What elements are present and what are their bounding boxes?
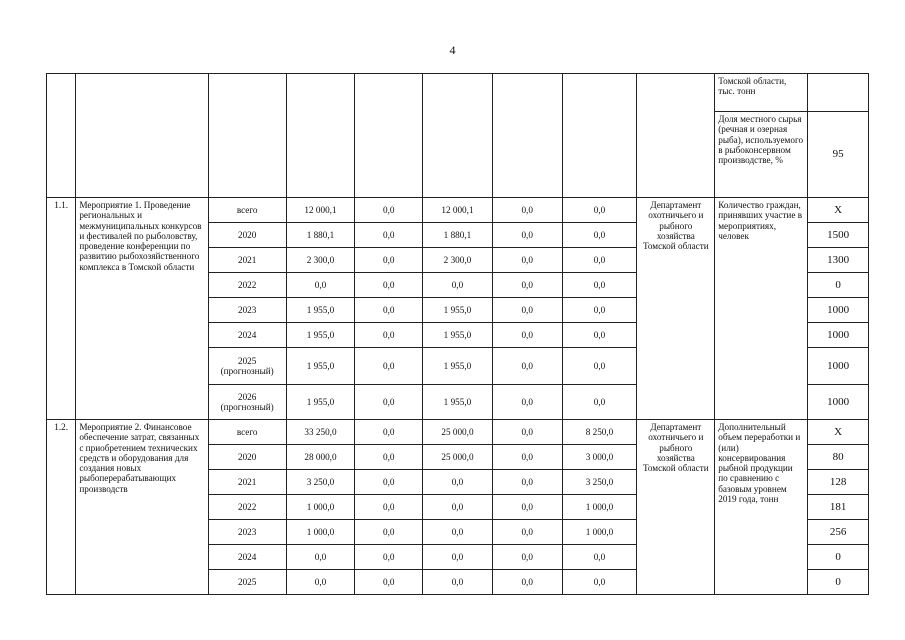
extrabudget-funding-cell: 0,0 — [562, 298, 637, 323]
indicator-value-cell: 0 — [808, 545, 869, 570]
cont-ext-cell — [562, 74, 637, 198]
total-funding-cell: 28 000,0 — [286, 445, 355, 470]
total-funding-cell: 1 880,1 — [286, 223, 355, 248]
total-funding-cell: 1 955,0 — [286, 323, 355, 348]
indicator-value-cell: 0 — [808, 273, 869, 298]
year-cell: 2024 — [208, 545, 286, 570]
program-table — [46, 73, 869, 595]
indicator-value-cell: Х — [808, 420, 869, 445]
year-cell: 2020 — [208, 223, 286, 248]
cont-name-cell — [76, 74, 208, 198]
extrabudget-funding-cell: 3 000,0 — [562, 445, 637, 470]
total-funding-cell: 0,0 — [286, 273, 355, 298]
total-funding-cell: 12 000,1 — [286, 198, 355, 223]
federal-funding-cell: 0,0 — [355, 348, 423, 385]
cont-executor-cell — [637, 74, 715, 198]
total-funding-cell: 1 955,0 — [286, 348, 355, 385]
year-cell: 2021 — [208, 470, 286, 495]
local-funding-cell: 0,0 — [492, 570, 562, 595]
year-cell: 2022 — [208, 273, 286, 298]
total-funding-cell: 3 250,0 — [286, 470, 355, 495]
indicator-value-cell: 0 — [808, 570, 869, 595]
indicator-value-cell: 1500 — [808, 223, 869, 248]
indicator-value-cell: 181 — [808, 495, 869, 520]
extrabudget-funding-cell: 3 250,0 — [562, 470, 637, 495]
local-funding-cell: 0,0 — [492, 198, 562, 223]
indicator-value-cell: 80 — [808, 445, 869, 470]
year-cell: 2023 — [208, 520, 286, 545]
year-cell: всего — [208, 420, 286, 445]
extrabudget-funding-cell: 0,0 — [562, 545, 637, 570]
indicator-value-cell: 1000 — [808, 323, 869, 348]
year-cell: 2024 — [208, 323, 286, 348]
section-number: 1.2. — [47, 420, 76, 595]
cont-num-cell — [47, 74, 76, 198]
extrabudget-funding-cell: 0,0 — [562, 248, 637, 273]
year-cell: всего — [208, 198, 286, 223]
local-funding-cell: 0,0 — [492, 223, 562, 248]
regional-funding-cell: 12 000,1 — [423, 198, 493, 223]
total-funding-cell: 0,0 — [286, 570, 355, 595]
table-row — [47, 198, 869, 223]
local-funding-cell: 0,0 — [492, 545, 562, 570]
indicator-value-cell: 256 — [808, 520, 869, 545]
regional-funding-cell: 25 000,0 — [423, 420, 493, 445]
section-number: 1.1. — [47, 198, 76, 420]
local-funding-cell: 0,0 — [492, 348, 562, 385]
local-funding-cell: 0,0 — [492, 273, 562, 298]
regional-funding-cell: 1 880,1 — [423, 223, 493, 248]
federal-funding-cell: 0,0 — [355, 198, 423, 223]
total-funding-cell: 1 955,0 — [286, 385, 355, 420]
indicator-name-cell: Количество граждан, принявших участие в мероприятиях, человек — [715, 198, 808, 420]
federal-funding-cell: 0,0 — [355, 223, 423, 248]
total-funding-cell: 0,0 — [286, 545, 355, 570]
federal-funding-cell: 0,0 — [355, 520, 423, 545]
extrabudget-funding-cell: 0,0 — [562, 198, 637, 223]
cont-value-cell — [808, 74, 869, 112]
extrabudget-funding-cell: 0,0 — [562, 348, 637, 385]
federal-funding-cell: 0,0 — [355, 385, 423, 420]
federal-funding-cell: 0,0 — [355, 298, 423, 323]
year-cell: 2022 — [208, 495, 286, 520]
local-funding-cell: 0,0 — [492, 520, 562, 545]
regional-funding-cell: 0,0 — [423, 495, 493, 520]
table-row — [47, 420, 869, 445]
year-cell: 2025 (прогнозный) — [208, 348, 286, 385]
regional-funding-cell: 1 955,0 — [423, 323, 493, 348]
cont-reg-cell — [423, 74, 493, 198]
federal-funding-cell: 0,0 — [355, 470, 423, 495]
indicator-value-cell: 128 — [808, 470, 869, 495]
total-funding-cell: 1 000,0 — [286, 520, 355, 545]
page-number: 4 — [449, 43, 456, 57]
indicator-units-cont: Томской области, тыс. тонн — [715, 74, 808, 112]
regional-funding-cell: 1 955,0 — [423, 385, 493, 420]
indicator-value-cell: 1000 — [808, 385, 869, 420]
regional-funding-cell: 2 300,0 — [423, 248, 493, 273]
year-cell: 2023 — [208, 298, 286, 323]
total-funding-cell: 2 300,0 — [286, 248, 355, 273]
regional-funding-cell: 0,0 — [423, 470, 493, 495]
regional-funding-cell: 1 955,0 — [423, 348, 493, 385]
total-funding-cell: 1 000,0 — [286, 495, 355, 520]
cont-fed-cell — [355, 74, 423, 198]
indicator-value-cell: 1000 — [808, 348, 869, 385]
cont-year-cell — [208, 74, 286, 198]
federal-funding-cell: 0,0 — [355, 420, 423, 445]
year-cell: 2025 — [208, 570, 286, 595]
federal-funding-cell: 0,0 — [355, 323, 423, 348]
total-funding-cell: 33 250,0 — [286, 420, 355, 445]
extrabudget-funding-cell: 0,0 — [562, 385, 637, 420]
federal-funding-cell: 0,0 — [355, 570, 423, 595]
local-funding-cell: 0,0 — [492, 298, 562, 323]
year-cell: 2021 — [208, 248, 286, 273]
indicator-value-cell: Х — [808, 198, 869, 223]
regional-funding-cell: 0,0 — [423, 545, 493, 570]
federal-funding-cell: 0,0 — [355, 545, 423, 570]
continued-row-1 — [47, 74, 869, 112]
extrabudget-funding-cell: 0,0 — [562, 273, 637, 298]
event-name: Мероприятие 2. Финансовое обеспечение затрат, связанных с приобретением технических средств и оборудования для создания новых рыбоперерабатывающих производств — [76, 420, 208, 595]
extrabudget-funding-cell: 1 000,0 — [562, 495, 637, 520]
local-funding-cell: 0,0 — [492, 385, 562, 420]
regional-funding-cell: 0,0 — [423, 570, 493, 595]
federal-funding-cell: 0,0 — [355, 248, 423, 273]
executor-cell: Департамент охотничьего и рыбного хозяйства Томской области — [637, 420, 715, 595]
event-name: Мероприятие 1. Проведение региональных и межмуниципальных конкурсов и фестивалей по рыболовству, проведение конференции по развитию рыбохозяйственного комплекса в Томской области — [76, 198, 208, 420]
federal-funding-cell: 0,0 — [355, 495, 423, 520]
extrabudget-funding-cell: 1 000,0 — [562, 520, 637, 545]
local-funding-cell: 0,0 — [492, 420, 562, 445]
regional-funding-cell: 25 000,0 — [423, 445, 493, 470]
local-funding-cell: 0,0 — [492, 470, 562, 495]
extrabudget-funding-cell: 0,0 — [562, 323, 637, 348]
indicator-name-cell: Дополнительный объем переработки и (или) консервирования рыбной продукции по сравнению с базовым уровнем 2019 года, тонн — [715, 420, 808, 595]
indicator-2-value: 95 — [808, 112, 869, 198]
executor-cell: Департамент охотничьего и рыбного хозяйства Томской области — [637, 198, 715, 420]
indicator-2-name: Доля местного сырья (речная и озерная рыба), используемого в рыбоконсервном производстве, % — [715, 112, 808, 198]
indicator-value-cell: 1000 — [808, 298, 869, 323]
federal-funding-cell: 0,0 — [355, 273, 423, 298]
year-cell: 2026 (прогнозный) — [208, 385, 286, 420]
indicator-value-cell: 1300 — [808, 248, 869, 273]
extrabudget-funding-cell: 0,0 — [562, 223, 637, 248]
cont-loc-cell — [492, 74, 562, 198]
local-funding-cell: 0,0 — [492, 445, 562, 470]
cont-total-cell — [286, 74, 355, 198]
local-funding-cell: 0,0 — [492, 248, 562, 273]
local-funding-cell: 0,0 — [492, 495, 562, 520]
local-funding-cell: 0,0 — [492, 323, 562, 348]
year-cell: 2020 — [208, 445, 286, 470]
regional-funding-cell: 0,0 — [423, 273, 493, 298]
extrabudget-funding-cell: 8 250,0 — [562, 420, 637, 445]
federal-funding-cell: 0,0 — [355, 445, 423, 470]
regional-funding-cell: 1 955,0 — [423, 298, 493, 323]
total-funding-cell: 1 955,0 — [286, 298, 355, 323]
regional-funding-cell: 0,0 — [423, 520, 493, 545]
extrabudget-funding-cell: 0,0 — [562, 570, 637, 595]
